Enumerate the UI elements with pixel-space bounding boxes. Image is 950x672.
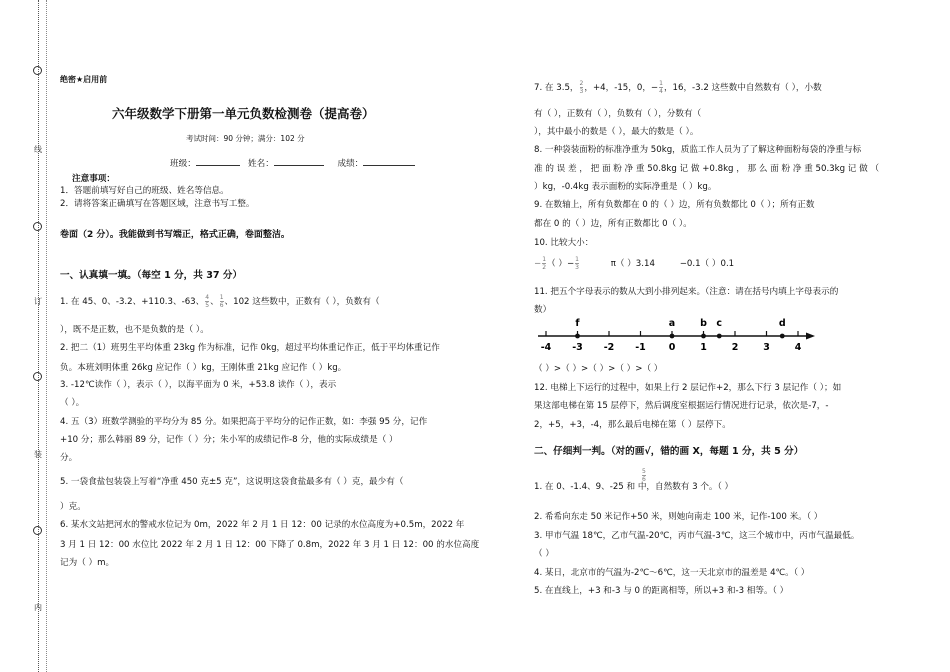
number-line-point-label-a: a xyxy=(668,318,676,329)
fraction-5-6: $\frac{5}{6}$ xyxy=(642,468,646,483)
fraction-1-6: $\frac{1}{6}$ xyxy=(219,294,224,309)
number-line-point-c xyxy=(717,334,722,339)
notes-title: 注意事项： xyxy=(72,174,115,184)
number-line-point-label-d: d xyxy=(778,318,786,329)
class-field[interactable] xyxy=(196,165,240,166)
question-12-line-2: 果这部电梯在第 15 层停下，然后调度室根据运行情况进行记录，依次是-7，- xyxy=(534,401,829,411)
number-line-point-a xyxy=(670,334,675,339)
class-label: 班级： xyxy=(170,159,196,169)
number-line-point-f xyxy=(575,334,580,339)
q1-text-a: 1. 在 45、0、-3.2、+110.3、-63、 xyxy=(60,297,205,307)
confidential-label: 绝密★启用前 xyxy=(60,75,108,84)
q7-text-a: 7. 在 3.5， xyxy=(534,83,579,93)
q10-compare-3: −0.1（ ）0.1 xyxy=(679,259,735,269)
fraction-2-3: $\frac{2}{3}$ xyxy=(579,80,584,95)
number-line-point-label-b: b xyxy=(700,318,707,329)
number-line-tick-label: 4 xyxy=(794,342,802,353)
name-label: 姓名： xyxy=(248,159,274,169)
question-4-line-2: +10 分；那么韩丽 89 分，记作（ ）分；朱小军的成绩记作-8 分，他的实际成绩是（ ） xyxy=(60,435,398,445)
question-11-line-1: 11. 把五个字母表示的数从大到小排列起来。（注意：请在括号内填上字母表示的 xyxy=(534,287,839,297)
number-line-arrow xyxy=(806,333,815,340)
neatness-note: 卷面（2 分）。我能做到书写端正，格式正确，卷面整洁。 xyxy=(60,230,290,240)
question-5-line-2: ）克。 xyxy=(60,502,86,512)
judge-4: 4. 某日，北京市的气温为-2℃～6℃，这一天北京市的温差是 4℃。（ ） xyxy=(534,568,810,578)
q7-text-c: ，16，-3.2 这些数中自然数有（ ），小数 xyxy=(663,83,822,93)
binding-char-zhuang: 装 xyxy=(34,450,42,459)
question-1-line-2: ），既不是正数，也不是负数的是（ ）。 xyxy=(60,325,209,335)
dotted-separator xyxy=(38,0,40,672)
fraction-1-2: $\frac{1}{2}$ xyxy=(542,256,547,271)
fraction-1-4: $\frac{1}{4}$ xyxy=(659,80,663,95)
number-line-tick-label: 3 xyxy=(763,342,770,353)
student-info-row xyxy=(170,157,415,169)
number-line-point-b xyxy=(701,334,706,339)
question-11-line-2: 数） xyxy=(534,305,552,315)
number-line xyxy=(534,315,816,357)
q10-compare-2: π（ ）3.14 xyxy=(610,259,655,269)
binding-char-ding: 订 xyxy=(34,297,42,306)
note-1: 1．答题前填写好自己的班级、姓名等信息。 xyxy=(60,186,229,196)
question-1-line-1 xyxy=(60,294,380,309)
question-9-line-2: 都在 0 的（ ）边，所有正数都比 0（ ）。 xyxy=(534,219,692,229)
judge-1 xyxy=(534,468,734,492)
question-10-title: 10. 比较大小： xyxy=(534,238,594,248)
number-line-point-d xyxy=(780,334,785,339)
question-2-line-1: 2. 把二（1）班男生平均体重 23kg 作为标准，记作 0kg，超过平均体重记作正，低于平均体重记作 xyxy=(60,343,440,353)
q1-text-b: 、102 这些数中，正数有（ ），负数有（ xyxy=(224,297,380,307)
question-5-line-1: 5. 一袋食盐包装袋上写着“净重 450 克±5 克”，这说明这袋食盐最多有（ ）克，最少有（ xyxy=(60,477,404,487)
number-line-tick-label: -1 xyxy=(635,342,646,353)
question-4-line-3: 分。 xyxy=(60,453,78,463)
q10-compare-1: （ ）− xyxy=(547,259,575,269)
number-line-tick-label: 1 xyxy=(700,342,707,353)
judge-2: 2. 希希向东走 50 米记作+50 米，则她向南走 100 米，记作-100 米。（ ） xyxy=(534,512,823,522)
note-2: 2．请将答案正确填写在答题区域，注意书写工整。 xyxy=(60,199,255,209)
binding-char-nei: 内 xyxy=(34,603,42,612)
question-8-line-3: ）kg，-0.4kg 表示面粉的实际净重是（ ）kg。 xyxy=(534,182,717,192)
exam-info: 考试时间：90 分钟；满分：102 分 xyxy=(186,134,305,143)
question-3-line-2: （ ）。 xyxy=(60,398,85,408)
number-line-tick-label: -4 xyxy=(540,342,552,353)
question-7-line-2: 有（ ），正数有（ ），负数有（ ），分数有（ xyxy=(534,109,702,119)
number-line-tick-label: 2 xyxy=(731,342,739,353)
q7-text-b: ，+4，-15，0，− xyxy=(584,83,659,93)
question-3-line-1: 3. -12℃读作（ ），表示（ ），以海平面为 0 米，+53.8 读作（ ），表示 xyxy=(60,380,337,390)
number-line-tick-label: -3 xyxy=(572,342,583,353)
fraction-4-5: $\frac{4}{5}$ xyxy=(205,294,210,309)
judge-1-text: 1. 在 0、-1.4、9、-25 和 中，自然数有 3 个。（ ） xyxy=(534,482,734,492)
number-line-point-label-c: c xyxy=(716,318,723,329)
page-title: 六年级数学下册第一单元负数检测卷（提高卷） xyxy=(112,106,375,121)
fraction-1-3: $\frac{1}{3}$ xyxy=(575,256,579,271)
score-field[interactable] xyxy=(363,165,415,166)
section2-title: 二、仔细判一判。（对的画√，错的画 X，每题 1 分，共 5 分） xyxy=(534,446,804,457)
name-field[interactable] xyxy=(274,165,324,166)
question-8-line-1: 8. 一种袋装面粉的标准净重为 50kg，质监工作人员为了了解这种面粉每袋的净重与标 xyxy=(534,145,862,155)
number-line-tick-label: 0 xyxy=(668,342,676,353)
question-7-line-3: ），其中最小的数是（ ），最大的数是（ ）。 xyxy=(534,127,699,137)
question-12-line-3: 2，+5，+3，-4，那么最后电梯在第（ ）层停下。 xyxy=(534,420,731,430)
question-8-line-2: 准 的 误 差 ， 把 面 粉 净 重 50.8kg 记 做 +0.8kg ， 那 么 面 粉 净 重 50.3kg 记 做 （ xyxy=(534,164,880,174)
question-4-line-1: 4. 五（3）班数学测验的平均分为 85 分。如果把高于平均分的记作正数，如：李强 95 分，记作 xyxy=(60,417,428,427)
question-12-line-1: 12. 电梯上下运行的过程中，如果上行 2 层记作+2，那么下行 3 层记作（ ）；如 xyxy=(534,383,842,393)
number-line-tick-label: -2 xyxy=(603,342,615,353)
question-11-answer: （ ）>（ ）>（ ）>（ ）>（ ） xyxy=(534,364,663,374)
section1-title: 一、认真填一填。（每空 1 分，共 37 分） xyxy=(60,270,243,281)
question-6-line-2: 3 月 1 日 12：00 水位比 2022 年 2 月 1 日 12：00 下降了 0.8m，2022 年 3 月 1 日 12：00 的水位高度 xyxy=(60,540,480,550)
question-6-line-1: 6. 某水文站把河水的警戒水位记为 0m，2022 年 2 月 1 日 12：00 记录的水位高度为+0.5m，2022 年 xyxy=(60,520,465,530)
judge-3-line-1: 3. 甲市气温 18℃，乙市气温-20℃，丙市气温-3℃，这三个城市中，丙市气温最低。 xyxy=(534,531,860,541)
number-line-point-label-f: f xyxy=(575,318,580,329)
question-9-line-1: 9. 在数轴上，所有负数都在 0 的（ ）边，所有负数都比 0（ ）；所有正数 xyxy=(534,200,815,210)
judge-3-line-2: （ ） xyxy=(534,549,554,559)
question-7-line-1 xyxy=(534,80,822,95)
question-2-line-2: 负。本班刘明体重 26kg 应记作（ ）kg，王刚体重 21kg 应记作（ ）kg。 xyxy=(60,363,347,373)
judge-5: 5. 在直线上，+3 和-3 与 0 的距离相等，所以+3 和-3 相等。（ ） xyxy=(534,586,789,596)
question-10-comparisons: − $\frac{1}{2}$ （ ）− $\frac{1}{3}$ π（ ）3.14 −0.1（ ）0.1 xyxy=(534,256,735,271)
binding-char-xian: 线 xyxy=(34,145,42,154)
q1-separator: 、 xyxy=(210,297,219,307)
question-6-line-3: 记为（ ）m。 xyxy=(60,558,115,568)
score-label: 成绩： xyxy=(337,159,364,169)
